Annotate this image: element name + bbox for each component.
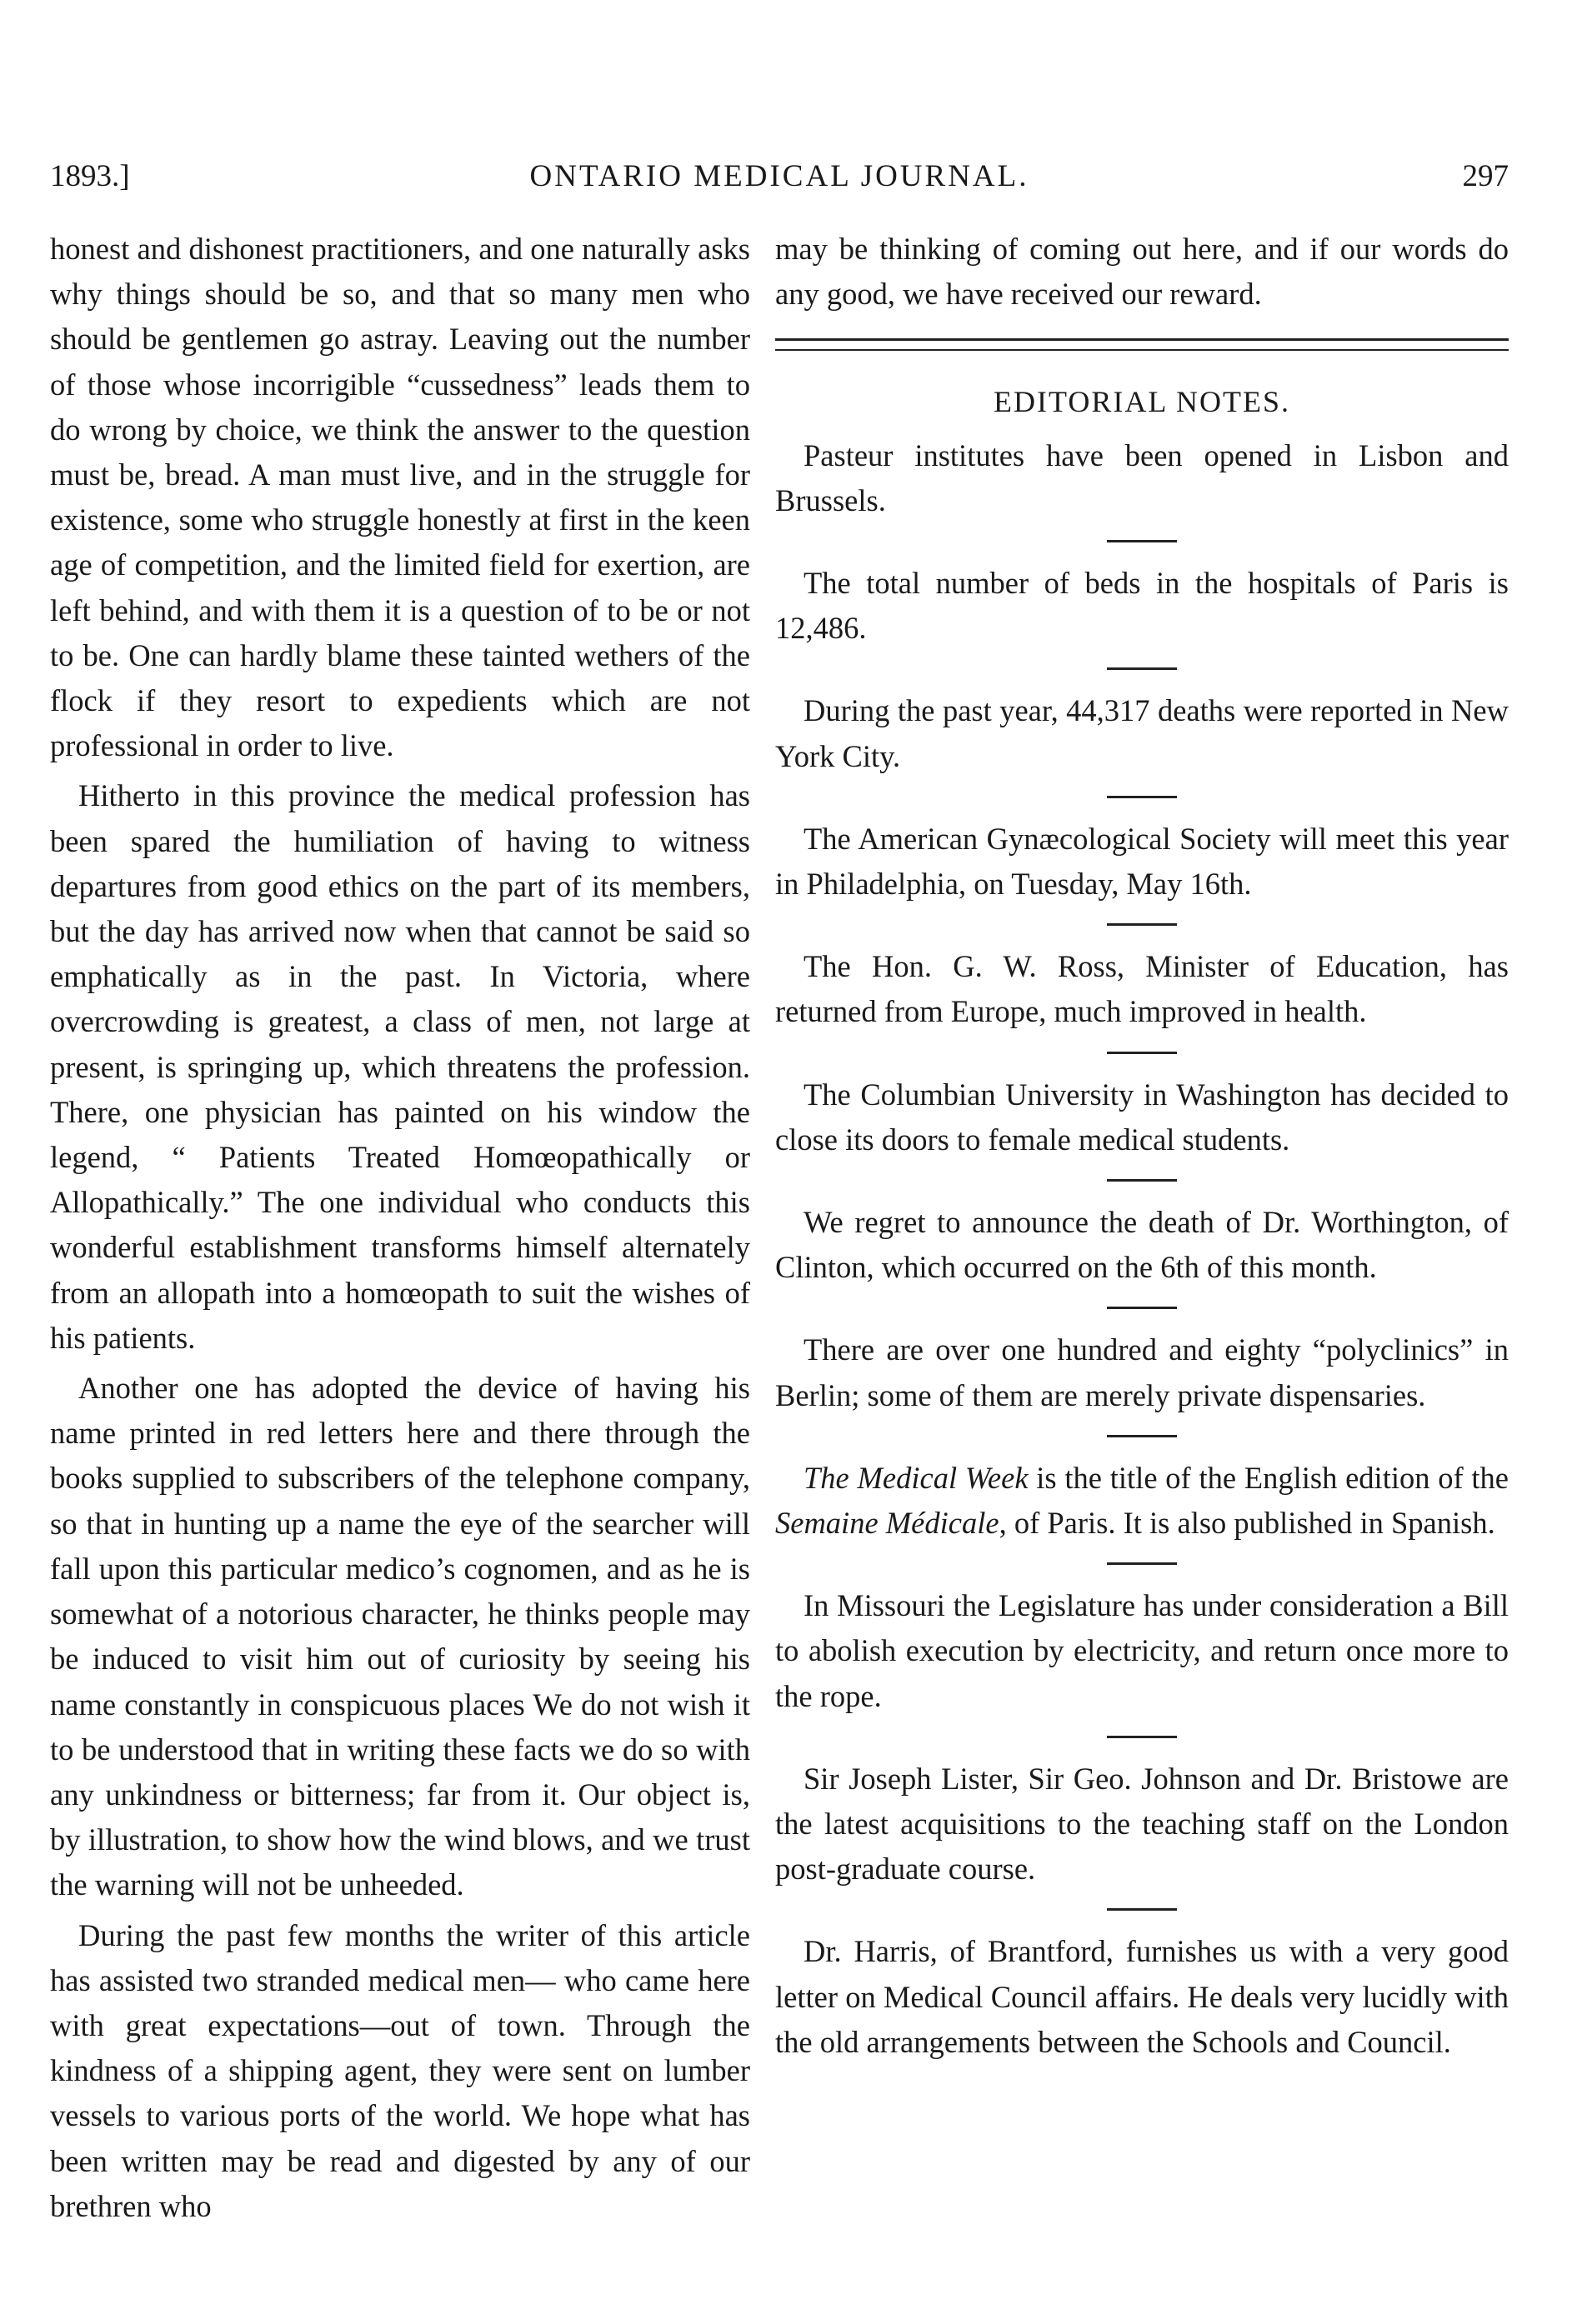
note-text (775, 1456, 1509, 1546)
note-separator (1107, 667, 1177, 670)
editorial-note (775, 561, 1509, 651)
note-text: We regret to announce the death of Dr. Worthington, of Clinton, which occurred on the 6th of this month. (775, 1205, 1509, 1285)
note-text: The American Gynæcological Society will meet this year in Philadelphia, on Tuesday, May 16th. (775, 821, 1509, 902)
article-paragraph: honest and dishonest practitioners, and one naturally asks why things should be so, and that so many men who should be gentlemen go astray. Leaving out the number of those whose incorrigible “cussedness” leads them to do wrong by choice, we think the answer to the question must be, bread. A man must live, and in the struggle for existence, some who struggle honestly at first in the keen age of competition, and the limited field for exertion, are left behind, and with them it is a question of to be or not to be. One can hardly blame these tainted wethers of the flock if they resort to expedients which are not professional in order to live. (50, 232, 750, 763)
note-text: There are over one hundred and eighty “polyclinics” in Berlin; some of them are merely private dispensaries. (775, 1332, 1509, 1412)
article-paragraph: Hitherto in this province the medical profession has been spared the humiliation of having to witness departures from good ethics on the part of its members, but the day has arrived now when that cannot be said so emphatically as in the past. In Victoria, where overcrowding is greatest, a class of men, not large at present, is springing up, which threatens the profession. There, one physician has painted on his window the legend, “ Patients Treated Homœopathically or Allopathically.” The one individual who conducts this wonderful establishment transforms himself alternately from an allopath into a homœopath to suit the wishes of his patients. (50, 778, 750, 1355)
section-divider (775, 338, 1509, 351)
note-separator (1107, 1435, 1177, 1437)
editorial-note (775, 1072, 1509, 1162)
editorial-note (775, 1583, 1509, 1719)
note-text: During the past year, 44,317 deaths were reported in New York City. (775, 693, 1509, 773)
note-separator (1107, 1052, 1177, 1054)
article-paragraph: During the past few months the writer of this article has assisted two stranded medical men— who came here with great expectations—out of town. Through the kindness of a shipping agent, they were sent on lumber vessels to various ports of the world. We hope what has been written may be read and digested by any of our brethren who (50, 1917, 750, 2223)
page-number: 297 (1462, 159, 1509, 193)
note-text: The total number of beds in the hospitals of Paris is 12,486. (775, 566, 1509, 646)
right-column (775, 227, 1509, 2065)
note-separator (1107, 1179, 1177, 1182)
publication-title: The Medical Week (804, 1460, 1029, 1495)
note-text: The Columbian University in Washington has decided to close its doors to female medical students. (775, 1077, 1509, 1157)
note-separator (1107, 796, 1177, 798)
editorial-note (775, 433, 1509, 523)
editorial-note (775, 1757, 1509, 1892)
note-separator (1107, 1908, 1177, 1911)
note-separator (1107, 540, 1177, 542)
note-text-part: , of Paris. It is also published in Spanish. (999, 1506, 1495, 1541)
running-head-title: ONTARIO MEDICAL JOURNAL. (529, 159, 1029, 193)
note-separator (1107, 1562, 1177, 1565)
editorial-note (775, 1456, 1509, 1546)
editorial-note (775, 944, 1509, 1034)
note-text: The Hon. G. W. Ross, Minister of Education, has returned from Europe, much improved in health. (775, 949, 1509, 1029)
article-paragraph: Another one has adopted the device of having his name printed in red letters here and there through the books supplied to subscribers of the telephone company, so that in hunting up a name the eye of the searcher will fall upon this particular medico’s cognomen, and as he is somewhat of a notorious character, he thinks people may be induced to visit him out of curiosity by seeing his name constantly in conspicuous places We do not wish it to be understood that in writing these facts we do so with any unkindness or bitterness; far from it. Our object is, by illustration, to show how the wind blows, and we trust the warning will not be unheeded. (50, 1371, 750, 1902)
publication-title: Semaine Médicale (775, 1506, 999, 1541)
note-separator (1107, 1736, 1177, 1738)
note-text: In Missouri the Legislature has under consideration a Bill to abolish execution by electricity, and return once more to the rope. (775, 1588, 1509, 1713)
note-text: Pasteur institutes have been opened in Lisbon and Brussels. (775, 437, 1509, 517)
article-continuation: may be thinking of coming out here, and if our words do any good, we have received our reward. (775, 232, 1509, 312)
editorial-notes-heading: EDITORIAL NOTES. (994, 385, 1290, 419)
note-text: Sir Joseph Lister, Sir Geo. Johnson and Dr. Bristowe are the latest acquisitions to the teaching staff on the London post-graduate course. (775, 1761, 1509, 1887)
editorial-note (775, 1327, 1509, 1417)
editorial-note (775, 817, 1509, 907)
running-head (50, 158, 1509, 200)
note-separator (1107, 1307, 1177, 1309)
editorial-note (775, 688, 1509, 778)
left-column (50, 227, 750, 2229)
note-separator (1107, 923, 1177, 926)
note-text-part: is the title of the English edition of the (1028, 1460, 1509, 1495)
editorial-note (775, 1200, 1509, 1290)
editorial-note (775, 1929, 1509, 2065)
running-head-year: 1893.] (50, 159, 130, 193)
note-text: Dr. Harris, of Brantford, furnishes us with a very good letter on Medical Council affairs. He deals very lucidly with the old arrangements between the Schools and Council. (775, 1934, 1509, 2059)
